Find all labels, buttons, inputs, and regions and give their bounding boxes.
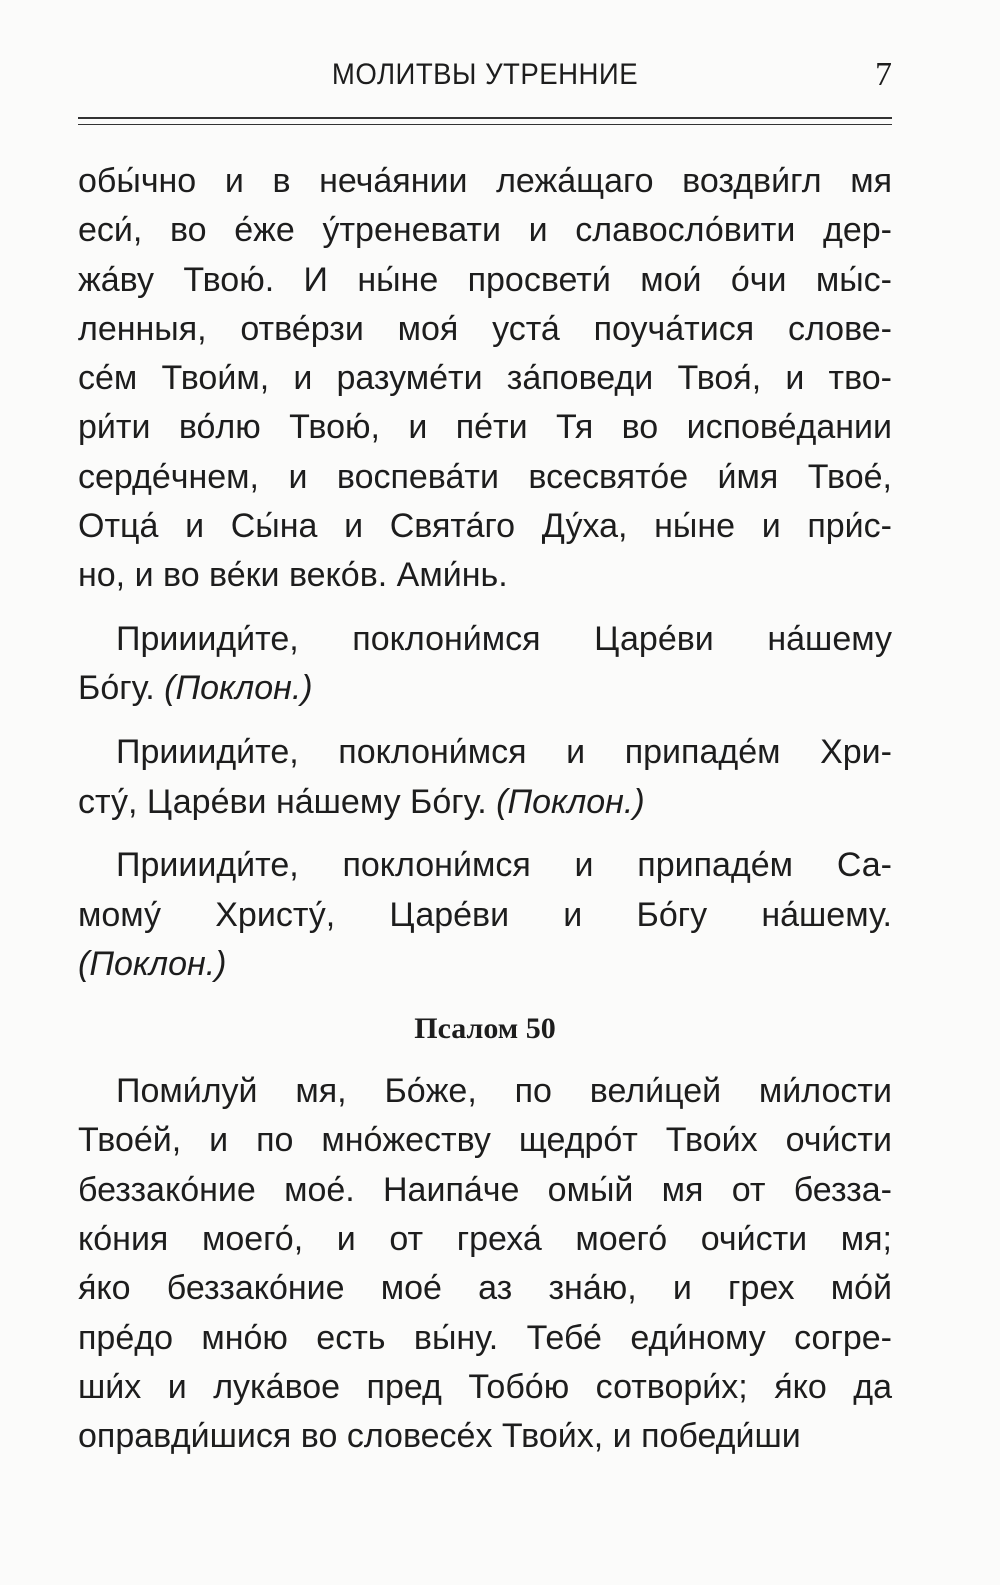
line-text: Твое́й, и по мно́жеству щедро́т Твои́х очи́сти	[78, 1121, 892, 1160]
text-line	[78, 841, 892, 890]
text-line	[78, 354, 892, 403]
text-line	[78, 403, 892, 452]
line-text: ленныя, отве́рзи моя́ уста́ поуча́тися слове-	[78, 309, 892, 348]
line-text: обы́чно и в неча́янии лежа́щаго воздви́гл мя	[78, 162, 892, 200]
line-text: серде́чнем, и воспева́ти всесвято́е и́мя Твое́,	[78, 457, 892, 496]
text-line	[78, 1067, 892, 1116]
line-text: я́ко беззако́ние мое́ аз зна́ю, и грех мо́й	[78, 1269, 892, 1308]
line-text: но, и во ве́ки веко́в. Ами́нь.	[78, 556, 508, 595]
paragraph	[78, 615, 892, 714]
rubric-bow: (Поклон.)	[496, 782, 645, 821]
rubric-bow: (Поклон.)	[78, 944, 227, 983]
line-text: Отца́ и Сы́на и Свята́го Ду́ха, ны́не и при́с-	[78, 507, 892, 546]
line-text: Приииди́те, поклони́мся Царе́ви на́шему	[116, 620, 892, 659]
text-line	[78, 1215, 892, 1264]
page-number: 7	[875, 56, 892, 93]
paragraph	[78, 841, 892, 989]
text-line	[78, 256, 892, 305]
text-line	[78, 940, 892, 989]
page-header	[78, 58, 892, 102]
text-line	[78, 728, 892, 777]
paragraph	[78, 728, 892, 827]
line-text: беззако́ние мое́. Наипа́че омы́й мя от безза-	[78, 1170, 892, 1209]
text-line	[78, 1264, 892, 1313]
header-rule-top	[78, 117, 892, 119]
text-line	[78, 453, 892, 502]
paragraph	[78, 1067, 892, 1461]
section-heading: Псалом 50	[414, 1011, 556, 1045]
line-text: ко́ния моего́, и от греха́ моего́ очи́сти мя;	[78, 1219, 892, 1258]
text-line	[78, 157, 892, 206]
text-line	[78, 305, 892, 354]
text-line	[78, 778, 892, 827]
line-text: оправди́шися во словесе́х Твои́х, и победи́ши	[78, 1417, 801, 1456]
header-rule-bottom	[78, 124, 892, 125]
text-line	[78, 206, 892, 255]
paragraph	[78, 157, 892, 601]
line-text: пре́до мно́ю есть вы́ну. Тебе́ еди́ному согре-	[78, 1318, 892, 1357]
text-line	[78, 664, 892, 713]
line-text: ри́ти во́лю Твою́, и пе́ти Тя во испове́дании	[78, 408, 892, 447]
text-line	[78, 1412, 892, 1461]
text-line	[78, 891, 892, 940]
line-text: мому́ Христу́, Царе́ви и Бо́гу на́шему.	[78, 895, 892, 934]
page-body	[78, 157, 892, 1476]
text-line	[78, 502, 892, 551]
line-text: Приииди́те, поклони́мся и припаде́м Хри-	[116, 733, 892, 772]
line-text: Приииди́те, поклони́мся и припаде́м Са-	[116, 846, 892, 885]
text-line	[78, 1363, 892, 1412]
running-title: МОЛИТВЫ УТРЕННИЕ	[331, 58, 639, 91]
text-line	[78, 1116, 892, 1165]
text-line	[78, 1166, 892, 1215]
line-text: жа́ву Твою́. И ны́не просвети́ мои́ о́чи мы́с-	[78, 260, 892, 299]
line-text: еси́, во е́же у́треневати и славосло́вити дер-	[78, 211, 892, 250]
line-text: сту́, Царе́ви на́шему Бо́гу.	[78, 782, 497, 821]
line-text: Бо́гу.	[78, 669, 165, 708]
text-line	[78, 615, 892, 664]
rubric-bow: (Поклон.)	[164, 669, 313, 708]
line-text: се́м Твои́м, и разуме́ти за́поведи Твоя́, и тво-	[78, 359, 892, 398]
text-line	[78, 1314, 892, 1363]
text-line	[78, 551, 892, 600]
line-text: ши́х и лука́вое пред Тобо́ю сотвори́х; я́ко да	[78, 1367, 892, 1406]
line-text: Поми́луй мя, Бо́же, по вели́цей ми́лости	[116, 1072, 892, 1111]
